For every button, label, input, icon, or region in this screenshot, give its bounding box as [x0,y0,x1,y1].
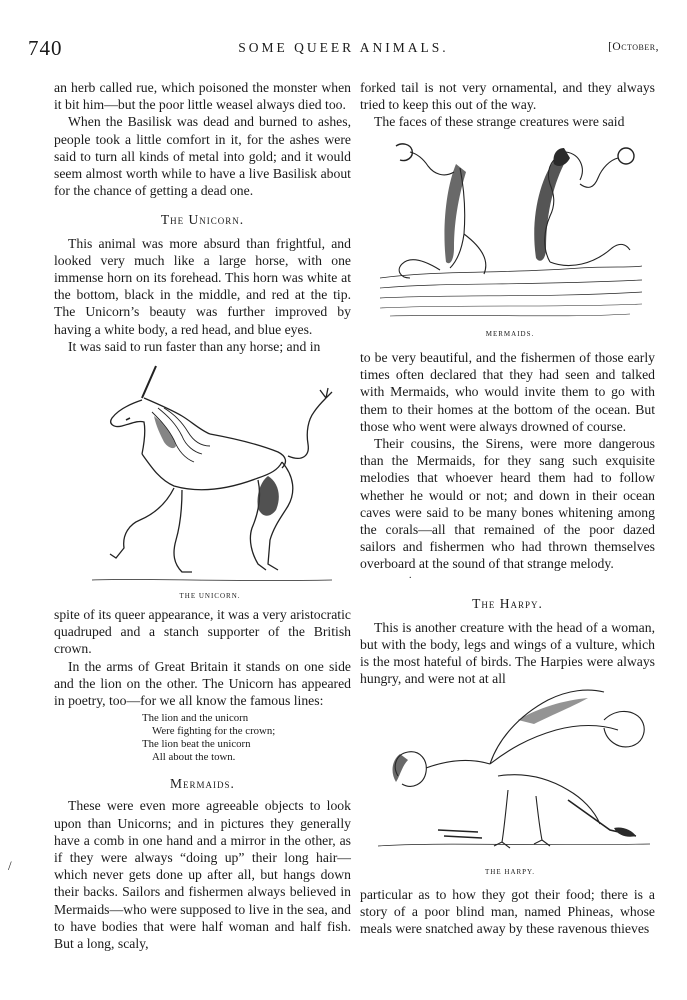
right-column-top [360,79,655,131]
paragraph: forked tail is not very ornamental, and they always tried to keep this out of the way. [360,80,655,113]
margin-mark: / [8,858,12,873]
paragraph: These were even more agreeable objects to look upon than Unicorns; and in pictures they generally have a comb in one hand and a mirror in the other, as if they were always “doing up” their long hair—which never gets done up after all, but hangs down their backs. Sailors and fishermen always believed in Mermaids—who were supposed to live in the sea, and to have bodies that were half woman and half fish. But a long, scaly, [54,798,351,952]
verse-line: The lion and the unicorn [142,712,249,725]
unicorn-illustration [82,358,344,590]
paragraph: The faces of these strange creatures were said [374,114,625,130]
paragraph: This is another creature with the head of a woman, but with the body, legs and wings of a vulture, which is the most hateful of birds. The Harpies were always hungry, and were not at all [360,619,655,687]
right-column-middle [360,349,655,688]
mermaids-caption: MERMAIDS. [485,330,535,338]
paragraph: It was said to run faster than any horse; and in [68,338,321,354]
harpy-engraving [378,680,650,860]
harpy-caption: THE HARPY. [485,868,535,876]
mermaids-engraving [380,138,642,324]
section-heading-harpy: The Harpy. [472,595,543,611]
harpy-illustration [378,680,650,860]
page-number: 740 [28,36,63,60]
paragraph: particular as to how they got their food; there is a story of a poor blind man, named Phineas, whose meals were snatched away by these ravenous thieves [360,887,655,937]
ink-speck: . [409,570,412,581]
paragraph: an herb called rue, which poisoned the monster when it bit him—but the poor little weasel always died too. [54,80,351,113]
unicorn-engraving [82,358,344,590]
page-header [28,36,659,60]
section-heading-mermaids: Mermaids. [170,776,235,792]
verse-line: The lion beat the unicorn [142,738,251,751]
right-column-bottom [360,886,655,938]
poem-verse [54,712,351,764]
paragraph: This animal was more absurd than frightful, and looked very much like a large horse, with one immense horn on its forehead. This horn was white at the bottom, black in the middle, and red at the tip. The Unicorn’s beauty was further improved by having a white body, a red head, and blue eyes. [54,235,351,337]
left-column-bottom [54,606,351,952]
paragraph: spite of its queer appearance, it was a very aristocratic quadruped and a stanch supporter of the British crown. [54,607,351,657]
section-heading-unicorn: The Unicorn. [160,212,245,228]
paragraph: to be very beautiful, and the fishermen of those early times often declared that they had seen and talked with Mermaids, who would invite them to go with them to their homes at the bottom of the ocean. But those who went were always drowned of course. [360,350,655,434]
mermaids-illustration [380,138,642,324]
paragraph: In the arms of Great Britain it stands on one side and the lion on the other. The Unicorn has appeared in poetry, too—for we all know the famous lines: [54,658,351,709]
paragraph: When the Basilisk was dead and burned to ashes, people took a little comfort in it, for the ashes were said to turn all kinds of metal into gold; and it would seem almost worth while to have a live Basilisk about for the chance of getting a dead one. [54,114,351,199]
verse-line: All about the town. [152,751,236,764]
running-title: SOME QUEER ANIMALS. [238,40,449,55]
month-label: [October, [608,41,659,53]
verse-line: Were fighting for the crown; [152,725,276,738]
left-column-top [54,79,351,355]
unicorn-caption: THE UNICORN. [179,592,241,600]
paragraph: Their cousins, the Sirens, were more dangerous than the Mermaids, for they sang such exquisite melodies that whoever heard them had to follow whether he would or not; and down in their ocean caves were said to be many bones whitening among the corals—all that remained of the poor dazed sailors and fishermen who had thrown themselves overboard at the sound of that strange melody. [360,436,655,572]
